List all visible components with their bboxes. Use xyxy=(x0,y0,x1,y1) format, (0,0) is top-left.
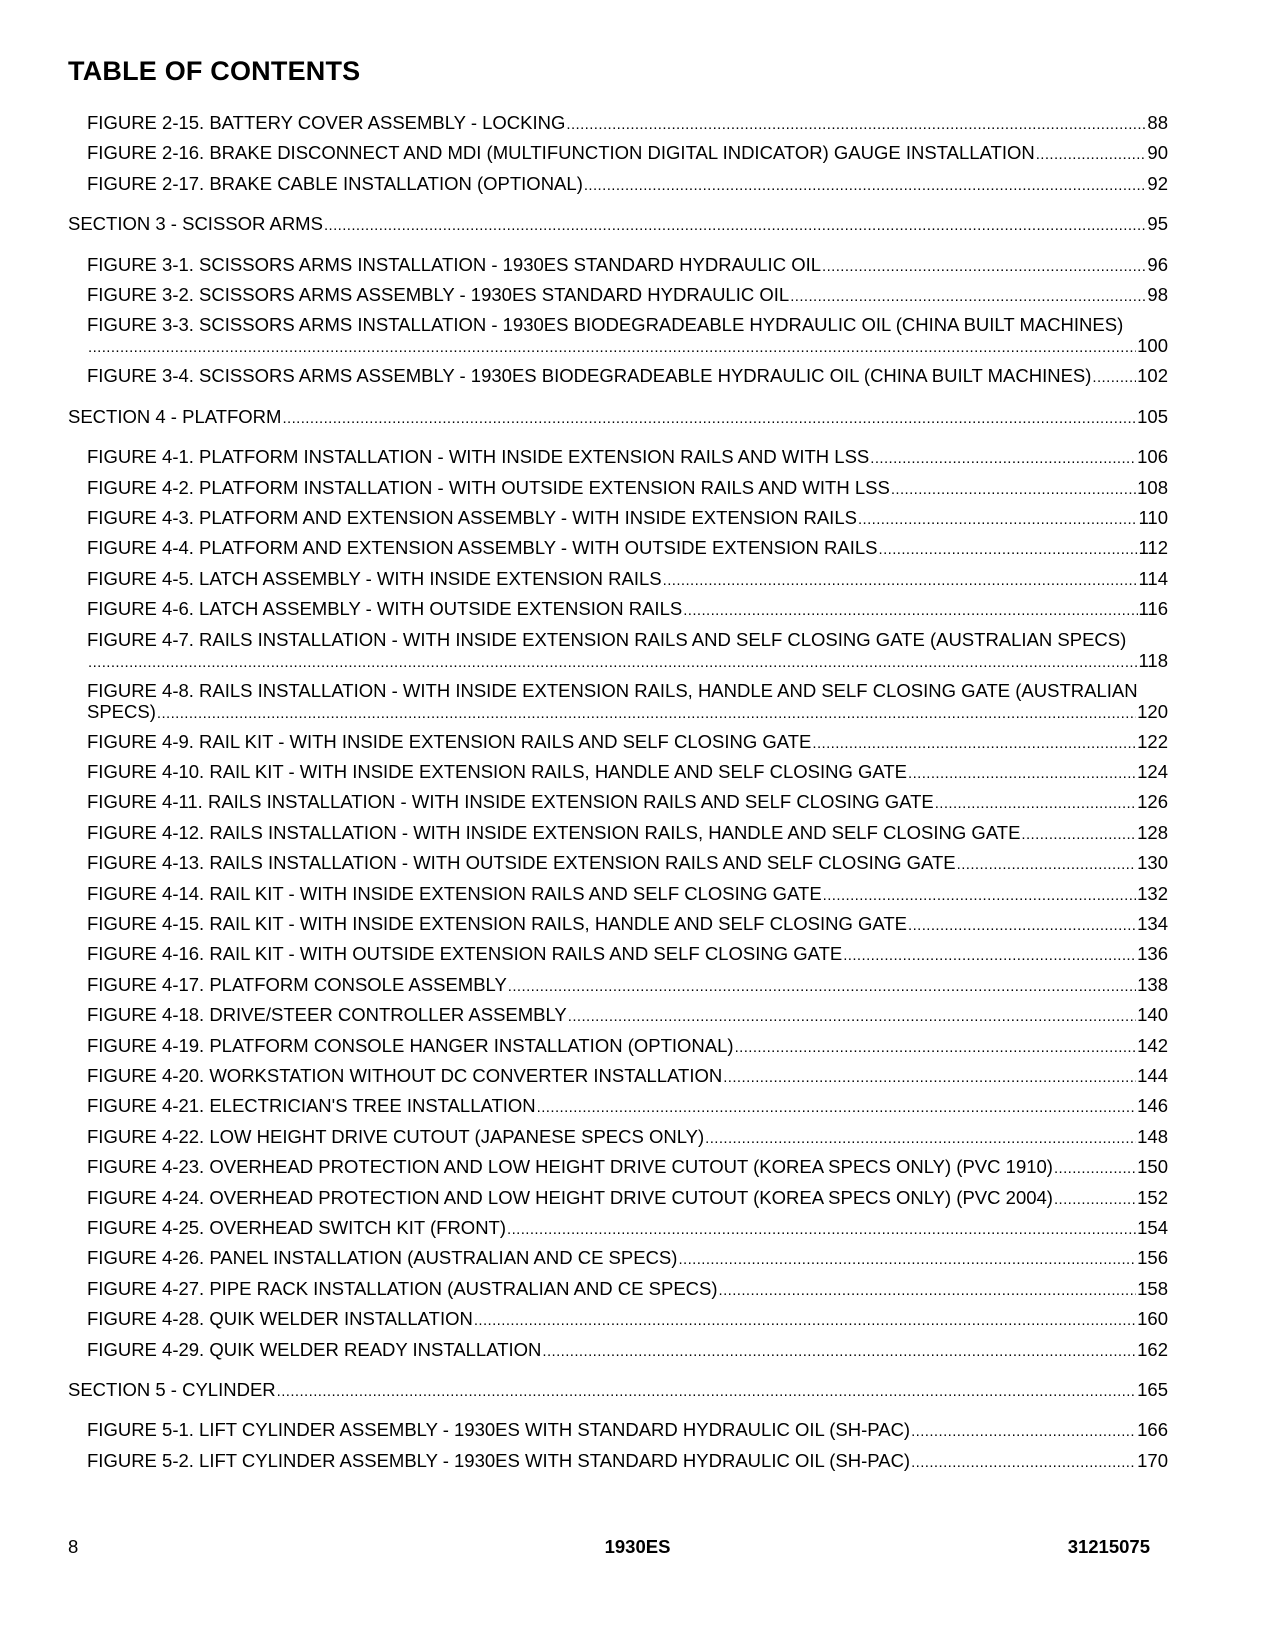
toc-entry-title: FIGURE 4-15. RAIL KIT - WITH INSIDE EXTENSION RAILS, HANDLE AND SELF CLOSING GATE xyxy=(87,913,907,934)
toc-entry-page: 100 xyxy=(1137,335,1168,357)
toc-entry-page: 144 xyxy=(1137,1065,1168,1086)
dot-leader xyxy=(537,1097,1136,1119)
toc-figure-entry[interactable] xyxy=(87,314,1168,359)
toc-entry-title: FIGURE 5-2. LIFT CYLINDER ASSEMBLY - 1930ES WITH STANDARD HYDRAULIC OIL (SH-PAC) xyxy=(87,1449,911,1471)
toc-entry-page: 110 xyxy=(1138,507,1168,528)
toc-entry-page: 165 xyxy=(1137,1379,1168,1400)
toc-entry-page: 146 xyxy=(1137,1095,1168,1117)
toc-entry-page: 120 xyxy=(1137,700,1168,722)
dot-leader xyxy=(858,509,1138,531)
toc-entry-page: 98 xyxy=(1147,284,1168,305)
toc-section-entry[interactable] xyxy=(68,1379,1168,1403)
toc-entry-page: 148 xyxy=(1137,1125,1168,1147)
dot-leader xyxy=(568,1006,1136,1028)
dot-leader xyxy=(935,793,1136,815)
toc-entry-page: 126 xyxy=(1137,791,1168,813)
toc-entry-page: 116 xyxy=(1138,598,1168,620)
dot-leader xyxy=(735,1037,1137,1059)
toc-entry-page: 154 xyxy=(1137,1217,1168,1238)
toc-entry-title: FIGURE 3-4. SCISSORS ARMS ASSEMBLY - 1930ES BIODEGRADEABLE HYDRAULIC OIL (CHINA BUILT MACHINES) xyxy=(87,365,1092,387)
dot-leader xyxy=(508,976,1136,998)
dot-leader xyxy=(790,286,1146,308)
dot-leader xyxy=(474,1310,1136,1332)
toc-entry-page: 114 xyxy=(1138,567,1168,589)
toc-entry-title: FIGURE 4-22. LOW HEIGHT DRIVE CUTOUT (JAPANESE SPECS ONLY) xyxy=(87,1125,705,1147)
toc-figure-entry[interactable] xyxy=(87,254,1168,278)
dot-leader xyxy=(1054,1189,1136,1211)
toc-entry-page: 160 xyxy=(1137,1308,1168,1330)
toc-figure-entry[interactable] xyxy=(87,731,1168,755)
toc-figure-entry[interactable] xyxy=(87,537,1168,561)
toc-entry-page: 108 xyxy=(1137,476,1168,498)
toc-entry-page: 136 xyxy=(1137,943,1168,965)
dot-leader xyxy=(324,215,1146,237)
dot-leader xyxy=(1021,824,1136,846)
toc-entry-page: 166 xyxy=(1137,1419,1168,1441)
toc-entry-title: FIGURE 4-10. RAIL KIT - WITH INSIDE EXTENSION RAILS, HANDLE AND SELF CLOSING GATE xyxy=(87,761,907,782)
page-title: TABLE OF CONTENTS xyxy=(68,56,361,86)
toc-entry-title: FIGURE 4-11. RAILS INSTALLATION - WITH INSIDE EXTENSION RAILS AND SELF CLOSING GATE xyxy=(87,791,934,813)
toc-entry-page: 134 xyxy=(1137,913,1168,934)
toc-section-entry[interactable] xyxy=(68,213,1168,237)
toc-figure-entry[interactable] xyxy=(87,852,1168,876)
toc-figure-entry[interactable] xyxy=(87,822,1168,846)
toc-entry-title: FIGURE 3-3. SCISSORS ARMS INSTALLATION - 1930ES BIODEGRADEABLE HYDRAULIC OIL (CHINA BUILT MACHINES) xyxy=(87,314,1124,336)
toc-figure-entry[interactable] xyxy=(87,507,1168,531)
toc-entry-title: FIGURE 4-27. PIPE RACK INSTALLATION (AUSTRALIAN AND CE SPECS) xyxy=(87,1277,718,1299)
toc-entry-title: FIGURE 3-2. SCISSORS ARMS ASSEMBLY - 1930ES STANDARD HYDRAULIC OIL xyxy=(87,284,790,305)
toc-entry-title: FIGURE 2-16. BRAKE DISCONNECT AND MDI (MULTIFUNCTION DIGITAL INDICATOR) GAUGE INSTALLATION xyxy=(87,142,1035,164)
toc-figure-entry[interactable] xyxy=(87,598,1168,622)
toc-entry-page: 102 xyxy=(1137,365,1168,387)
toc-entry-page: 158 xyxy=(1137,1277,1168,1299)
toc-entry-title: FIGURE 4-17. PLATFORM CONSOLE ASSEMBLY xyxy=(87,973,507,995)
toc-entry-page: 156 xyxy=(1137,1247,1168,1269)
toc-entry-page: 112 xyxy=(1138,537,1168,559)
toc-entry-title: FIGURE 4-1. PLATFORM INSTALLATION - WITH INSIDE EXTENSION RAILS AND WITH LSS xyxy=(87,446,870,468)
toc-entry-page: 92 xyxy=(1147,172,1168,194)
toc-figure-entry[interactable] xyxy=(87,142,1168,166)
toc-figure-entry[interactable] xyxy=(87,365,1168,389)
dot-leader xyxy=(891,479,1136,501)
toc-entry-title: FIGURE 4-25. OVERHEAD SWITCH KIT (FRONT) xyxy=(87,1217,507,1238)
toc-figure-entry[interactable] xyxy=(87,1278,1168,1302)
toc-entry-page: 95 xyxy=(1147,213,1168,235)
toc-entry-title: FIGURE 4-14. RAIL KIT - WITH INSIDE EXTENSION RAILS AND SELF CLOSING GATE xyxy=(87,882,822,904)
dot-leader xyxy=(908,915,1136,937)
toc-figure-entry[interactable] xyxy=(87,446,1168,470)
dot-leader xyxy=(870,448,1136,470)
dot-leader xyxy=(542,1341,1136,1363)
toc-figure-entry[interactable] xyxy=(87,680,1168,725)
toc-entry-page: 105 xyxy=(1137,405,1168,427)
dot-leader xyxy=(88,337,1136,359)
dot-leader xyxy=(957,854,1136,876)
toc-entry-title: SECTION 4 - PLATFORM xyxy=(68,405,282,427)
toc-figure-entry[interactable] xyxy=(87,943,1168,967)
toc-figure-entry[interactable] xyxy=(87,1308,1168,1332)
toc-entry-page: 118 xyxy=(1138,649,1168,671)
toc-entry-title: FIGURE 4-5. LATCH ASSEMBLY - WITH INSIDE EXTENSION RAILS xyxy=(87,567,662,589)
toc-figure-entry[interactable] xyxy=(87,1247,1168,1271)
toc-figure-entry[interactable] xyxy=(87,913,1168,937)
dot-leader xyxy=(843,945,1136,967)
toc-figure-entry[interactable] xyxy=(87,1187,1168,1211)
toc-entry-title: FIGURE 4-2. PLATFORM INSTALLATION - WITH OUTSIDE EXTENSION RAILS AND WITH LSS xyxy=(87,476,890,498)
dot-leader xyxy=(584,175,1147,197)
toc-entry-page: 124 xyxy=(1137,761,1168,782)
toc-entry-title: FIGURE 4-19. PLATFORM CONSOLE HANGER INSTALLATION (OPTIONAL) xyxy=(87,1034,734,1056)
dot-leader xyxy=(1036,144,1147,166)
toc-entry-title: FIGURE 4-18. DRIVE/STEER CONTROLLER ASSEMBLY xyxy=(87,1004,567,1026)
toc-entry-page: 152 xyxy=(1137,1186,1168,1208)
toc-entry-title: FIGURE 4-29. QUIK WELDER READY INSTALLATION xyxy=(87,1338,542,1360)
toc-figure-entry[interactable] xyxy=(87,1004,1168,1028)
toc-entry-page: 150 xyxy=(1137,1156,1168,1178)
toc-figure-entry[interactable] xyxy=(87,112,1168,136)
toc-entry-title: FIGURE 4-16. RAIL KIT - WITH OUTSIDE EXTENSION RAILS AND SELF CLOSING GATE xyxy=(87,943,843,965)
toc-figure-entry[interactable] xyxy=(87,477,1168,501)
toc-entry-page: 162 xyxy=(1137,1338,1168,1360)
toc-entry-title: FIGURE 4-7. RAILS INSTALLATION - WITH INSIDE EXTENSION RAILS AND SELF CLOSING GATE (AUSTRALIAN SPECS) xyxy=(87,628,1127,650)
toc-figure-entry[interactable] xyxy=(87,284,1168,308)
dot-leader xyxy=(1054,1158,1136,1180)
toc-figure-entry[interactable] xyxy=(87,1035,1168,1059)
toc-figure-entry[interactable] xyxy=(87,173,1168,197)
toc-entry-title: FIGURE 2-17. BRAKE CABLE INSTALLATION (OPTIONAL) xyxy=(87,172,583,194)
toc-entry-page: 106 xyxy=(1137,446,1168,468)
toc-entry-title: FIGURE 4-3. PLATFORM AND EXTENSION ASSEMBLY - WITH INSIDE EXTENSION RAILS xyxy=(87,507,857,528)
dot-leader xyxy=(719,1280,1137,1302)
toc-entry-page: 130 xyxy=(1137,852,1168,874)
toc-entry-title-continued: SPECS) xyxy=(87,700,156,722)
toc-entry-page: 96 xyxy=(1147,253,1168,275)
toc-entry-title: SECTION 3 - SCISSOR ARMS xyxy=(68,213,323,235)
toc-entry-title: FIGURE 4-12. RAILS INSTALLATION - WITH INSIDE EXTENSION RAILS, HANDLE AND SELF CLOSING GATE xyxy=(87,821,1021,843)
dot-leader xyxy=(282,408,1136,430)
dot-leader xyxy=(879,539,1138,561)
toc-entry-page: 138 xyxy=(1137,973,1168,995)
toc-figure-entry[interactable] xyxy=(87,1156,1168,1180)
toc-entry-title: FIGURE 4-21. ELECTRICIAN'S TREE INSTALLATION xyxy=(87,1095,536,1117)
footer-model: 1930ES xyxy=(604,1536,671,1557)
toc-figure-entry[interactable] xyxy=(87,974,1168,998)
dot-leader xyxy=(823,885,1136,907)
toc-figure-entry[interactable] xyxy=(87,1217,1168,1241)
dot-leader xyxy=(663,570,1138,592)
dot-leader xyxy=(277,1381,1136,1403)
toc-entry-title: FIGURE 4-26. PANEL INSTALLATION (AUSTRALIAN AND CE SPECS) xyxy=(87,1247,678,1269)
toc-figure-entry[interactable] xyxy=(87,1339,1168,1363)
dot-leader xyxy=(911,1421,1136,1443)
toc-figure-entry[interactable] xyxy=(87,1419,1168,1443)
toc-figure-entry[interactable] xyxy=(87,1126,1168,1150)
footer-page-number: 8 xyxy=(68,1536,79,1557)
toc-entry-title: SECTION 5 - CYLINDER xyxy=(68,1379,276,1400)
toc-entry-title: FIGURE 3-1. SCISSORS ARMS INSTALLATION - 1930ES STANDARD HYDRAULIC OIL xyxy=(87,253,822,275)
toc-entry-page: 128 xyxy=(1137,821,1168,843)
toc-entry-title: FIGURE 4-9. RAIL KIT - WITH INSIDE EXTENSION RAILS AND SELF CLOSING GATE xyxy=(87,730,812,752)
toc-entry-page: 140 xyxy=(1137,1004,1168,1026)
toc-entry-page: 170 xyxy=(1137,1449,1168,1471)
footer-doc-number: 31215075 xyxy=(1067,1536,1150,1557)
dot-leader xyxy=(911,1452,1136,1474)
dot-leader xyxy=(812,733,1136,755)
dot-leader xyxy=(705,1128,1136,1150)
toc-entry-page: 132 xyxy=(1137,882,1168,904)
toc-figure-entry[interactable] xyxy=(87,1450,1168,1474)
dot-leader xyxy=(723,1067,1136,1089)
toc-entry-title: FIGURE 4-4. PLATFORM AND EXTENSION ASSEMBLY - WITH OUTSIDE EXTENSION RAILS xyxy=(87,537,878,559)
toc-section-entry[interactable] xyxy=(68,406,1168,430)
dot-leader xyxy=(908,763,1136,785)
toc-entry-title: FIGURE 4-28. QUIK WELDER INSTALLATION xyxy=(87,1308,473,1330)
toc-entry-title: FIGURE 4-8. RAILS INSTALLATION - WITH INSIDE EXTENSION RAILS, HANDLE AND SELF CLOSING GATE (AUSTRALIAN xyxy=(87,679,1138,701)
toc-figure-entry[interactable] xyxy=(87,1095,1168,1119)
toc-figure-entry[interactable] xyxy=(87,1065,1168,1089)
toc-entry-title: FIGURE 4-23. OVERHEAD PROTECTION AND LOW HEIGHT DRIVE CUTOUT (KOREA SPECS ONLY) (PVC 1910) xyxy=(87,1156,1053,1178)
dot-leader xyxy=(822,256,1146,278)
toc-entry-title: FIGURE 4-24. OVERHEAD PROTECTION AND LOW HEIGHT DRIVE CUTOUT (KOREA SPECS ONLY) (PVC 2004) xyxy=(87,1186,1053,1208)
dot-leader xyxy=(566,114,1146,136)
toc-entry-page: 142 xyxy=(1137,1034,1168,1056)
toc-entry-page: 122 xyxy=(1137,730,1168,752)
toc-entry-page: 88 xyxy=(1147,112,1168,133)
dot-leader xyxy=(1092,367,1136,389)
dot-leader xyxy=(88,652,1138,674)
toc-figure-entry[interactable] xyxy=(87,791,1168,815)
toc-entry-title: FIGURE 4-6. LATCH ASSEMBLY - WITH OUTSIDE EXTENSION RAILS xyxy=(87,598,683,620)
toc-entry-title: FIGURE 2-15. BATTERY COVER ASSEMBLY - LOCKING xyxy=(87,112,566,133)
dot-leader xyxy=(683,600,1137,622)
toc-figure-entry[interactable] xyxy=(87,629,1168,674)
dot-leader xyxy=(157,703,1136,725)
toc-entry-title: FIGURE 5-1. LIFT CYLINDER ASSEMBLY - 1930ES WITH STANDARD HYDRAULIC OIL (SH-PAC) xyxy=(87,1419,911,1441)
toc-entry-title: FIGURE 4-13. RAILS INSTALLATION - WITH OUTSIDE EXTENSION RAILS AND SELF CLOSING GATE xyxy=(87,852,956,874)
toc-entry-title: FIGURE 4-20. WORKSTATION WITHOUT DC CONVERTER INSTALLATION xyxy=(87,1065,723,1086)
toc-figure-entry[interactable] xyxy=(87,883,1168,907)
dot-leader xyxy=(678,1249,1136,1271)
toc-figure-entry[interactable] xyxy=(87,761,1168,785)
toc-entry-page: 90 xyxy=(1147,142,1168,164)
dot-leader xyxy=(507,1219,1136,1241)
toc-figure-entry[interactable] xyxy=(87,568,1168,592)
